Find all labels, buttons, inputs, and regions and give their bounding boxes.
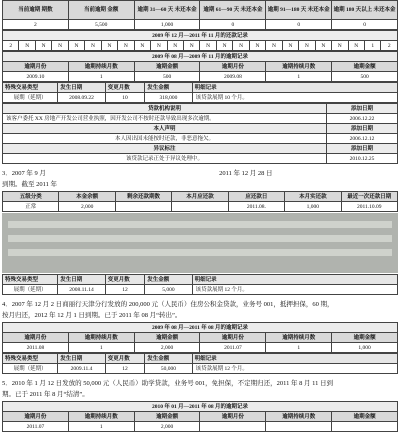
overdue-cell-4: 1 <box>266 72 332 82</box>
month-status-1: N <box>19 41 35 51</box>
item3-header-2: 剩余还款期数 <box>115 192 171 202</box>
summary-value-4: 0 <box>266 20 332 30</box>
org-note-title: 贷款机构说明 <box>3 104 327 114</box>
credit-report-page <box>2 0 398 432</box>
item3-special-header-2: 变更月数 <box>105 275 145 285</box>
item4-special-cell-4: 该贷款展期 12 个月。 <box>192 364 397 374</box>
item4-special-cell-3: 50,000 <box>145 364 192 374</box>
overdue-cell-1: 1 <box>68 72 134 82</box>
item5-header-3: 逾期月份 <box>200 412 266 422</box>
item3-special-table <box>2 274 398 295</box>
month-status-11: N <box>183 41 199 51</box>
overdue-cell-2: 500 <box>134 72 200 82</box>
notes-table <box>2 103 398 164</box>
month-status-17: N <box>282 41 298 51</box>
item4-special-cell-2: 12 <box>105 364 145 374</box>
special-cell-4: 该贷款展期 10 个月。 <box>192 93 397 103</box>
item3-header-0: 五级分类 <box>3 192 59 202</box>
item5-overdue-table <box>2 401 398 432</box>
item5-header-4: 逾期持续月数 <box>266 412 332 422</box>
item4-special-cell-1: 2009.11.4 <box>58 364 105 374</box>
item3-description <box>2 169 398 178</box>
summary-header-1: 当前逾期 金额 <box>68 1 134 20</box>
item5-header-2: 逾期金额 <box>134 412 200 422</box>
summary-header-0: 当前逾期 期数 <box>3 1 69 20</box>
item3-account-table <box>2 191 398 212</box>
item3-special-header-0: 特殊交易类型 <box>3 275 58 285</box>
special-transaction-table <box>2 82 398 103</box>
item3-text-b: 2011 年 12 月 28 日 <box>219 170 273 177</box>
item4-cell-5: 1,000 <box>332 343 398 353</box>
month-status-2: N <box>35 41 51 51</box>
overdue-summary-table <box>2 0 398 30</box>
special-header-2: 变更月数 <box>105 83 145 93</box>
item3-text-c: 到期。截至 2011 年 <box>2 181 58 188</box>
item4-cell-2: 2,000 <box>134 343 200 353</box>
overdue-header-0: 逾期月份 <box>3 62 69 72</box>
item4-overdue-table <box>2 322 398 353</box>
item3-special-cell-2: 12 <box>105 285 145 295</box>
item5-header-5: 逾期金额 <box>332 412 398 422</box>
item4-header-0: 逾期月份 <box>3 333 69 343</box>
special-header-1: 发生日期 <box>58 83 105 93</box>
item4-special-cell-0: 展期（延期） <box>3 364 58 374</box>
item3-header-1: 本金余额 <box>59 192 115 202</box>
item4-overdue-title: 2009 年 08 月—2011 年 08 月的逾期记录 <box>3 323 398 333</box>
month-status-13: N <box>216 41 232 51</box>
item3-cell-0: 正常 <box>3 202 59 212</box>
summary-value-2: 1,000 <box>134 20 200 30</box>
item3-cell-2 <box>115 202 171 212</box>
org-note-date: 2006.12.22 <box>326 114 397 124</box>
item4-cell-3: 2011.07 <box>200 343 266 353</box>
item4-special-header-3: 发生金额 <box>145 354 192 364</box>
month-status-3: N <box>52 41 68 51</box>
item5-cell-5 <box>332 422 398 432</box>
summary-value-0: 2 <box>3 20 69 30</box>
item5-line1: 5．2010 年 1 月 12 日发放的 50,000 元（人民币）助学贷款，业务号 001，免担保，不定期归还，2011 年 8 月 11 日到 <box>2 380 334 387</box>
overdue-header-4: 逾期持续月数 <box>266 62 332 72</box>
self-statement-title: 本人声明 <box>3 124 327 134</box>
item3-cell-4: 2011.08. <box>228 202 284 212</box>
item3-cell-5: 1,000 <box>285 202 341 212</box>
self-statement-date: 2006.12.12 <box>326 134 397 144</box>
month-status-9: N <box>151 41 167 51</box>
month-status-14: N <box>233 41 249 51</box>
item4-special-table <box>2 353 398 374</box>
month-status-20: N <box>332 41 348 51</box>
self-statement-text: 本人因出国未能按时还款，非恶意拖欠。 <box>3 134 327 144</box>
repayment-record-table <box>2 30 398 51</box>
dispute-date: 2010.12.25 <box>326 154 397 164</box>
special-header-0: 特殊交易类型 <box>3 83 58 93</box>
special-cell-3: 318,000 <box>145 93 192 103</box>
special-cell-1: 2008.09.22 <box>58 93 105 103</box>
overdue-cell-3: 2009.08 <box>200 72 266 82</box>
special-header-4: 明细记录 <box>192 83 397 93</box>
item5-cell-2: 2,000 <box>134 422 200 432</box>
overdue-record-title: 2009 年 08 月—2009 年 11 月的逾期记录 <box>3 52 398 62</box>
dispute-text: 该贷款记录正处于异议处理中。 <box>3 154 327 164</box>
item5-overdue-title: 2010 年 01 月—2011 年 08 月的逾期记录 <box>3 402 398 412</box>
item3-cell-1: 2,000 <box>59 202 115 212</box>
org-note-text: 该客户委托 XX 房地产开发公司营业执照，因开发公司不按时还款导致出现多次逾期。 <box>3 114 327 124</box>
overdue-header-2: 逾期金额 <box>134 62 200 72</box>
item5-cell-4 <box>266 422 332 432</box>
item5-line2: 期。已于 2011 年 8 月“结清”。 <box>2 391 89 398</box>
summary-header-2: 逾期 31—60 天 未还本金 <box>134 1 200 20</box>
item3-text-a: 3．2007 年 9 月 <box>2 170 46 177</box>
month-status-6: N <box>101 41 117 51</box>
item5-header-1: 逾期持续月数 <box>68 412 134 422</box>
item4-cell-4: 1 <box>266 343 332 353</box>
month-status-8: N <box>134 41 150 51</box>
item4-header-1: 逾期持续月数 <box>68 333 134 343</box>
month-status-7: N <box>118 41 134 51</box>
item4-special-header-2: 变更月数 <box>105 354 145 364</box>
item5-cell-3 <box>200 422 266 432</box>
item5-header-0: 逾期月份 <box>3 412 69 422</box>
item4-special-header-0: 特殊交易类型 <box>3 354 58 364</box>
item3-cell-3 <box>172 202 228 212</box>
item3-special-header-3: 发生金额 <box>145 275 192 285</box>
item3-header-5: 本月实还款 <box>285 192 341 202</box>
month-status-21: N <box>348 41 364 51</box>
item4-header-5: 逾期金额 <box>332 333 398 343</box>
self-statement-date-label: 添加日期 <box>326 124 397 134</box>
summary-value-1: 5,500 <box>68 20 134 30</box>
month-status-5: N <box>85 41 101 51</box>
item4-special-header-1: 发生日期 <box>58 354 105 364</box>
org-note-date-label: 添加日期 <box>326 104 397 114</box>
special-cell-0: 展期（延期） <box>3 93 58 103</box>
item5-cell-1: 1 <box>68 422 134 432</box>
dispute-title: 异议标注 <box>3 144 327 154</box>
month-status-0: 2 <box>3 41 19 51</box>
month-status-15: N <box>249 41 265 51</box>
overdue-header-5: 逾期金额 <box>332 62 398 72</box>
item4-header-2: 逾期金额 <box>134 333 200 343</box>
special-header-3: 发生金额 <box>145 83 192 93</box>
summary-header-5: 逾期 180 天以上 未还本金 <box>332 1 398 20</box>
summary-value-5: 0 <box>332 20 398 30</box>
item3-header-3: 本月应还款 <box>172 192 228 202</box>
item3-special-header-1: 发生日期 <box>58 275 105 285</box>
overdue-record-table <box>2 51 398 82</box>
month-status-12: N <box>200 41 216 51</box>
item4-header-4: 逾期持续月数 <box>266 333 332 343</box>
item3-header-6: 最近一次还款日期 <box>341 192 397 202</box>
month-status-4: N <box>68 41 84 51</box>
item3-special-header-4: 明细记录 <box>192 275 397 285</box>
overdue-cell-0: 2009.10 <box>3 72 69 82</box>
special-cell-2: 10 <box>105 93 145 103</box>
repayment-record-title: 2009 年 12 月—2011 年 11 月的还款记录 <box>3 31 398 41</box>
dispute-date-label: 添加日期 <box>326 144 397 154</box>
month-status-10: N <box>167 41 183 51</box>
month-status-18: N <box>299 41 315 51</box>
item4-cell-0: 2011.08 <box>3 343 69 353</box>
item4-header-3: 逾期月份 <box>200 333 266 343</box>
item4-special-header-4: 明细记录 <box>192 354 397 364</box>
month-status-22: 1 <box>364 41 380 51</box>
item3-cell-6: 2011.10.09 <box>341 202 397 212</box>
summary-header-3: 逾期 61—90 天 未还本金 <box>200 1 266 20</box>
overdue-header-1: 逾期持续月数 <box>68 62 134 72</box>
obscured-region <box>2 213 398 273</box>
month-status-23: 2 <box>381 41 398 51</box>
item3-header-4: 应还款日 <box>228 192 284 202</box>
item4-cell-1: 1 <box>68 343 134 353</box>
item4-line1: 4．2007 年 12 月 2 日商丽行天津分行发放的 200,000 元（人民币）住房公积金贷款，业务号 001，抵押担保，60 期， <box>2 301 334 308</box>
month-status-19: N <box>315 41 331 51</box>
item3-special-cell-4: 该贷款展期 12 个月。 <box>192 285 397 295</box>
item3-special-cell-1: 2008.11.14 <box>58 285 105 295</box>
item3-special-cell-0: 展期（延期） <box>3 285 58 295</box>
overdue-cell-5: 500 <box>332 72 398 82</box>
item3-special-cell-3: 5,000 <box>145 285 192 295</box>
item4-line2: 按月归还，2012 年 12 月 1 日到期。已于 2011 年 08 月“转出”。 <box>2 312 182 319</box>
overdue-header-3: 逾期月份 <box>200 62 266 72</box>
item5-cell-0: 2011.07 <box>3 422 69 432</box>
summary-value-3: 0 <box>200 20 266 30</box>
month-status-16: N <box>266 41 282 51</box>
summary-header-4: 逾期 91—180 天 未还本金 <box>266 1 332 20</box>
